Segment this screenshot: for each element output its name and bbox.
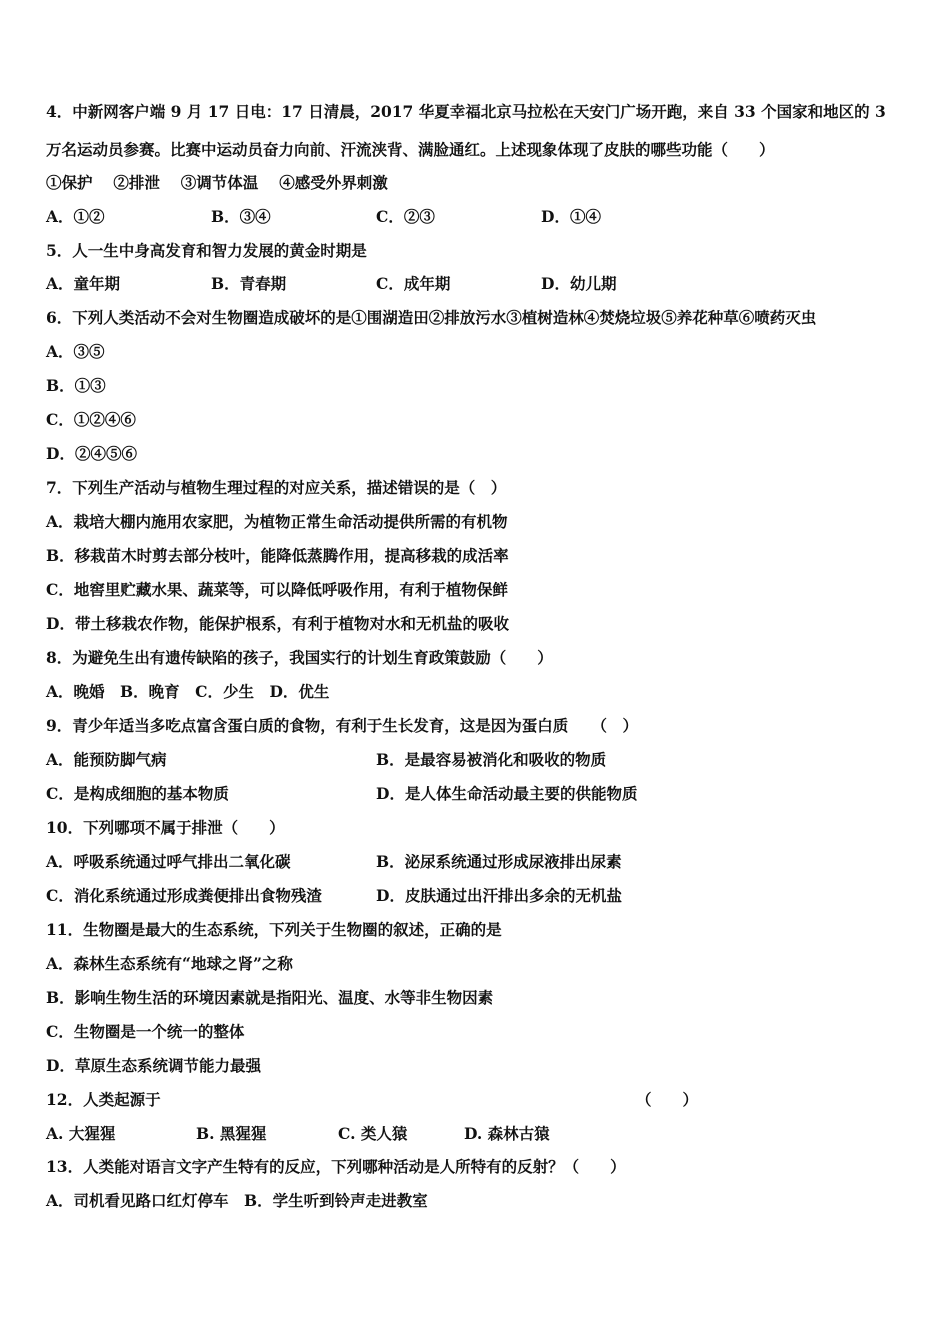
q10-options-row2 <box>46 886 906 906</box>
q12-options <box>46 1124 906 1144</box>
q12-option-d: D. 森林古猿 <box>464 1124 550 1143</box>
q7-option-a: A．栽培大棚内施用农家肥，为植物正常生命活动提供所需的有机物 <box>46 512 508 531</box>
q5-option-c: C．成年期 <box>376 274 451 293</box>
q11-stem: 11．生物圈是最大的生态系统，下列关于生物圈的叙述，正确的是 <box>46 920 502 939</box>
q12-option-b: B. 黑猩猩 <box>196 1124 267 1143</box>
q9-option-a: A．能预防脚气病 <box>46 750 167 769</box>
q10-option-d: D．皮肤通过出汗排出多余的无机盐 <box>376 886 622 905</box>
q10-options-row1 <box>46 852 906 872</box>
q4-options <box>46 207 906 227</box>
q7-option-d: D．带土移栽农作物，能保护根系，有利于植物对水和无机盐的吸收 <box>46 614 509 633</box>
q11-option-b: B．影响生物生活的环境因素就是指阳光、温度、水等非生物因素 <box>46 988 494 1007</box>
q4-option-d: D．①④ <box>541 207 601 226</box>
q4-option-c: C．②③ <box>376 207 435 226</box>
q7-stem: 7．下列生产活动与植物生理过程的对应关系，描述错误的是（ ） <box>46 478 507 497</box>
q6-option-b: B．①③ <box>46 376 106 395</box>
q9-option-c: C．是构成细胞的基本物质 <box>46 784 229 803</box>
q5-option-a: A．童年期 <box>46 274 121 293</box>
q7-option-c: C．地窖里贮藏水果、蔬菜等，可以降低呼吸作用，有利于植物保鲜 <box>46 580 508 599</box>
q12-stem: 12．人类起源于 <box>46 1090 161 1109</box>
q9-options-row1 <box>46 750 906 770</box>
q12-option-c: C. 类人猿 <box>338 1124 408 1143</box>
q4-stem-line1: 4．中新网客户端 9 月 17 日电：17 日清晨，2017 华夏幸福北京马拉松在天安门广场开跑，来自 33 个国家和地区的 3 <box>46 102 886 121</box>
q13-stem: 13．人类能对语言文字产生特有的反应，下列哪种活动是人所特有的反射？（ ） <box>46 1157 626 1176</box>
q10-option-a: A．呼吸系统通过呼气排出二氧化碳 <box>46 852 291 871</box>
q10-option-c: C．消化系统通过形成粪便排出食物残渣 <box>46 886 322 905</box>
q11-option-a: A．森林生态系统有“地球之肾”之称 <box>46 954 293 973</box>
q10-option-b: B．泌尿系统通过形成尿液排出尿素 <box>376 852 622 871</box>
q9-option-d: D．是人体生命活动最主要的供能物质 <box>376 784 638 803</box>
q4-option-b: B．③④ <box>211 207 271 226</box>
q10-stem: 10．下列哪项不属于排泄（ ） <box>46 818 285 837</box>
q9-option-b: B．是最容易被消化和吸收的物质 <box>376 750 607 769</box>
q12-stem-row <box>46 1090 906 1110</box>
q12-option-a: A. 大猩猩 <box>46 1124 116 1143</box>
q9-stem: 9．青少年适当多吃点富含蛋白质的食物，有利于生长发育，这是因为蛋白质 （ ） <box>46 716 639 735</box>
q8-stem: 8．为避免生出有遗传缺陷的孩子，我国实行的计划生育政策鼓励（ ） <box>46 648 553 667</box>
q4-items: ①保护 ②排泄 ③调节体温 ④感受外界刺激 <box>46 173 388 192</box>
q6-option-c: C．①②④⑥ <box>46 410 136 429</box>
q12-bracket: （ ） <box>636 1090 699 1109</box>
q4-option-a: A．①② <box>46 207 105 226</box>
q4-stem-line2: 万名运动员参赛。比赛中运动员奋力向前、汗流浃背、满脸通红。上述现象体现了皮肤的哪些功能（ ） <box>46 140 775 159</box>
q5-options <box>46 274 906 294</box>
q11-option-c: C．生物圈是一个统一的整体 <box>46 1022 245 1041</box>
q6-stem: 6．下列人类活动不会对生物圈造成破坏的是①围湖造田②排放污水③植树造林④焚烧垃圾⑤养花种草⑥喷药灭虫 <box>46 308 817 327</box>
q11-option-d: D．草原生态系统调节能力最强 <box>46 1056 261 1075</box>
q9-options-row2 <box>46 784 906 804</box>
q8-options: A．晚婚 B．晚育 C．少生 D．优生 <box>46 682 330 701</box>
q5-stem: 5．人一生中身高发育和智力发展的黄金时期是 <box>46 241 367 260</box>
q6-option-d: D．②④⑤⑥ <box>46 444 137 463</box>
q13-options: A．司机看见路口红灯停车 B．学生听到铃声走进教室 <box>46 1191 428 1210</box>
q5-option-d: D．幼儿期 <box>541 274 617 293</box>
q5-option-b: B．青春期 <box>211 274 287 293</box>
q7-option-b: B．移栽苗木时剪去部分枝叶，能降低蒸腾作用，提高移栽的成活率 <box>46 546 509 565</box>
q6-option-a: A．③⑤ <box>46 342 105 361</box>
